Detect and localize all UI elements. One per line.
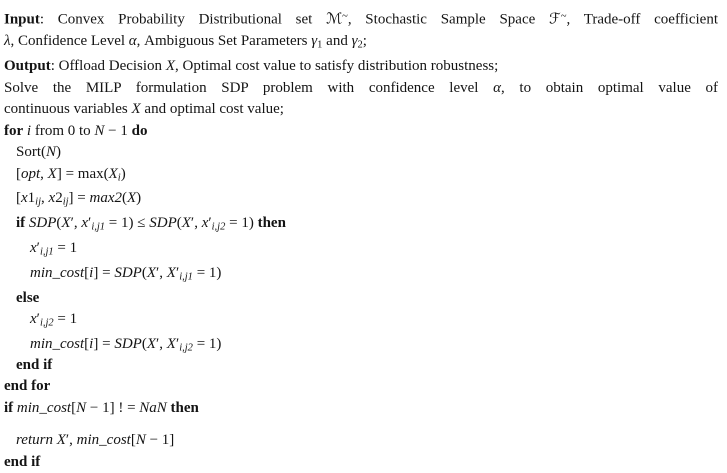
code-text: end for	[4, 378, 51, 395]
code-text: i	[89, 335, 94, 352]
code-text: ′	[36, 311, 40, 327]
code-text: SDP	[28, 215, 57, 232]
code-text: i	[89, 264, 94, 281]
code-text: ′	[175, 335, 180, 352]
code-text: i,j1	[39, 246, 54, 258]
code-text: ij	[35, 196, 42, 208]
solve-line-2	[0, 99, 727, 121]
code-text: X	[108, 165, 118, 182]
code-text: ,	[40, 165, 48, 182]
script-F: ℱ	[549, 9, 561, 28]
code-text: i	[26, 122, 32, 139]
code-text: and	[322, 33, 352, 50]
code-text: = 1	[53, 311, 78, 327]
code-text: , Trade-off coefficient	[566, 11, 718, 28]
code-text: i,j1	[91, 221, 106, 233]
code-text: ] =	[93, 335, 115, 352]
code-text: X	[181, 215, 191, 232]
code-text: end if	[4, 453, 41, 470]
input-line-1	[0, 6, 727, 31]
code-text: x	[81, 215, 89, 232]
code-text: ′,	[65, 432, 77, 449]
opt-max-assignment	[0, 164, 727, 189]
code-text: N	[76, 399, 87, 416]
code-text: x	[30, 311, 37, 327]
code-text: ] =	[68, 190, 90, 207]
code-text: X	[47, 165, 57, 182]
code-text: SDP	[149, 215, 177, 232]
code-text: 1	[317, 39, 323, 51]
code-text: end if	[16, 356, 53, 373]
code-text: i,j2	[179, 342, 193, 354]
max2-assignment	[0, 188, 727, 213]
code-text: else	[16, 289, 40, 306]
code-text: [	[16, 165, 21, 182]
code-text: , Stochastic Sample Space	[347, 11, 550, 28]
code-text: ;	[362, 33, 367, 50]
code-text: X	[127, 190, 137, 207]
code-text: ′	[175, 264, 180, 281]
code-text: ~	[560, 11, 567, 22]
code-text: , to obtain optimal value of	[500, 79, 719, 96]
code-text: [	[16, 190, 21, 207]
code-text: SDP	[114, 264, 142, 281]
code-text: ′	[88, 215, 92, 232]
code-text: , Confidence Level	[10, 33, 129, 50]
code-text: min_cost	[16, 399, 72, 416]
code-text: return	[16, 432, 53, 449]
assign-xij2	[0, 309, 727, 334]
code-text: ′,	[155, 335, 167, 352]
code-text: min_cost	[76, 432, 131, 449]
code-text: : Convex Probability Distributional set	[39, 11, 327, 28]
code-text: Output	[4, 58, 51, 75]
code-text: Input	[4, 11, 40, 28]
code-text: X	[61, 215, 71, 232]
code-text: (	[122, 190, 127, 207]
for-loop-header	[0, 121, 727, 143]
code-text: ~	[342, 11, 348, 22]
code-text: ′,	[190, 215, 202, 232]
code-text: X	[56, 432, 66, 449]
code-text: 1	[27, 190, 36, 207]
code-text: = 1	[53, 239, 78, 256]
code-text: 2	[55, 190, 63, 207]
code-text: SDP	[114, 335, 142, 352]
code-text: if	[16, 215, 26, 232]
code-text: α	[493, 79, 501, 96]
code-text: X	[146, 264, 156, 281]
code-text: γ	[311, 33, 318, 50]
code-text: N	[135, 432, 146, 449]
code-text: )	[56, 144, 62, 161]
code-text: − 1	[86, 399, 110, 416]
code-text: i	[117, 171, 121, 183]
code-text: Sort(	[16, 144, 46, 161]
code-text: )	[120, 165, 126, 182]
code-text: then	[257, 215, 286, 232]
code-text: X	[146, 335, 156, 352]
code-text: = 1)	[192, 264, 222, 281]
code-text: = 1) ≤	[105, 215, 150, 232]
code-text: (	[141, 264, 147, 281]
code-text: , Ambiguous Set Parameters	[136, 33, 312, 50]
code-text: x	[30, 239, 37, 256]
code-text: X	[165, 58, 175, 75]
code-text: [	[130, 432, 136, 449]
else-keyword	[0, 288, 727, 310]
code-text: i,j2	[39, 317, 54, 329]
script-M: ℳ	[326, 9, 343, 28]
code-text: )	[136, 190, 142, 207]
code-text: (	[141, 335, 147, 352]
code-text: if	[4, 399, 14, 416]
code-text: for	[4, 122, 24, 139]
if-sdp-condition	[0, 213, 727, 238]
assign-xij1	[0, 238, 727, 263]
code-text: ] = max(	[56, 165, 109, 182]
code-text: N	[94, 122, 105, 139]
script-N: N	[46, 144, 57, 161]
code-text: [	[71, 399, 77, 416]
code-text: ij	[62, 196, 69, 208]
code-text: continuous variables	[4, 101, 132, 118]
code-text: ,	[41, 190, 49, 207]
code-text: do	[131, 122, 148, 139]
end-for	[0, 376, 727, 398]
code-text: [	[84, 335, 90, 352]
code-text: − 1]	[145, 432, 175, 449]
code-text: Solve the MILP formulation SDP problem with confidence level	[4, 79, 494, 96]
code-text: x	[48, 190, 56, 207]
code-text: x	[21, 190, 28, 207]
code-text: ′	[36, 239, 40, 256]
code-text: , Optimal cost value to satisfy distribution robustness;	[174, 58, 499, 75]
code-text: i,j2	[211, 221, 226, 233]
output-line	[0, 56, 727, 78]
code-text: ′,	[70, 215, 82, 232]
code-text: X	[166, 335, 176, 352]
code-text: ′,	[155, 264, 167, 281]
code-text: [	[84, 264, 90, 281]
min-cost-j1-assignment	[0, 263, 727, 288]
code-text: : Offload Decision	[50, 58, 166, 75]
code-text: (	[56, 215, 62, 232]
code-text: = 1)	[192, 335, 222, 352]
code-text: and optimal cost value;	[140, 101, 284, 118]
end-if-outer	[0, 452, 727, 473]
code-text: ] =	[93, 264, 115, 281]
code-text: X	[166, 264, 176, 281]
code-text: λ	[4, 33, 11, 50]
if-nan-check	[0, 398, 727, 420]
code-text: i,j1	[179, 271, 193, 282]
code-text: = 1)	[225, 215, 258, 232]
code-text: NaN	[139, 399, 167, 416]
code-text: ] ! =	[109, 399, 140, 416]
code-text: γ	[351, 33, 358, 50]
code-text: x	[201, 215, 209, 232]
code-text: min_cost	[30, 335, 85, 352]
code-text: ′	[208, 215, 212, 232]
code-text: from 0 to	[31, 122, 95, 139]
code-text: then	[170, 399, 199, 416]
code-text: max2	[89, 190, 122, 207]
code-text: 2	[357, 39, 363, 51]
code-text: min_cost	[30, 264, 85, 281]
code-text: opt	[21, 165, 41, 182]
code-text: X	[131, 101, 141, 118]
code-text: − 1	[104, 122, 132, 139]
sort-call	[0, 142, 727, 164]
input-line-2	[0, 31, 727, 56]
solve-line-1	[0, 78, 727, 100]
code-text: (	[176, 215, 182, 232]
code-text: α	[128, 33, 137, 50]
